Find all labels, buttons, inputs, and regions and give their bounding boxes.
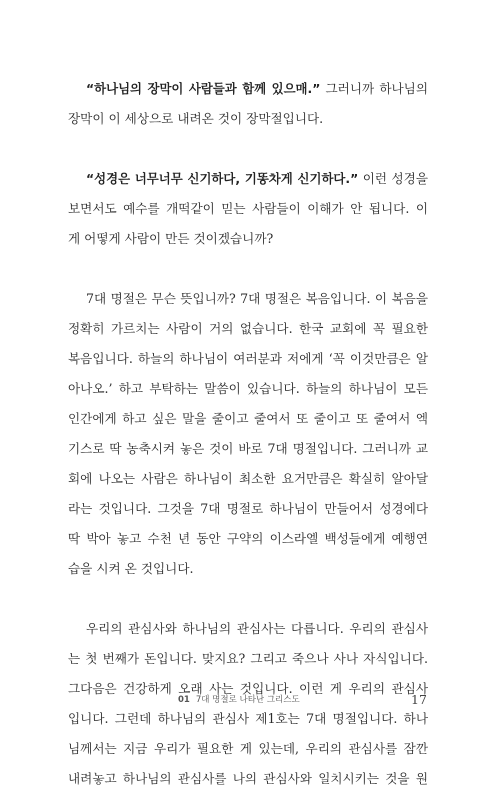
paragraph-1-line-1-rest: 그러니까 하나님의 [320,81,428,96]
paragraph-2-line-1-rest: 이런 성경을 [358,171,428,186]
paragraph-3-line-1: 7대 명절은 무슨 뜻입니까? 7대 명절은 복음입니다. 이 복음을 [86,291,428,306]
body-text [68,74,428,794]
paragraph-gap [68,254,428,284]
paragraph-1-line-2: 장막이 이 세상으로 내려온 것이 장막절입니다. [68,111,324,126]
chapter-title: 7대 명절로 나타난 그리스도 [195,695,300,705]
paragraph-3-line-6: 기스로 딱 농축시켜 놓은 것이 바로 7대 명절입니다. 그러니까 교 [68,441,428,456]
paragraph-3-line-3: 복음입니다. 하늘의 하나님이 여러분과 저에게 ‘꼭 이것만큼은 알 [68,351,428,366]
paragraph-3-line-9: 딱 박아 놓고 수천 년 동안 구약의 이스라엘 백성들에게 예행연 [68,531,428,546]
paragraph-4-line-6: 내려놓고 하나님의 관심사를 나의 관심사와 일치시키는 것을 원 [68,771,428,786]
paragraph-4-line-5: 님께서는 지금 우리가 필요한 게 있는데, 우리의 관심사를 잠깐 [68,741,428,756]
paragraph-4-line-1: 우리의 관심사와 하나님의 관심사는 다릅니다. 우리의 관심사 [86,621,428,636]
paragraph-2-line-3: 게 어떻게 사람이 만든 것이겠습니까? [68,231,274,246]
quote-bold-1: “하나님의 장막이 사람들과 함께 있으매.” [86,81,321,96]
paragraph-3-line-2: 정확히 가르치는 사람이 거의 없습니다. 한국 교회에 꼭 필요한 [68,321,428,336]
running-footer-chapter [178,690,300,710]
quote-bold-2: “성경은 너무너무 신기하다, 기똥차게 신기하다.” [86,171,359,186]
paragraph-3-line-8: 라는 것입니다. 그것을 7대 명절로 하나님이 만들어서 성경에다 [68,501,428,516]
page-number: 17 [411,692,427,707]
chapter-number: 01 [178,695,190,705]
paragraph-gap [68,134,428,164]
paragraph-3-line-7: 회에 나오는 사람은 하나님이 최소한 요거만큼은 확실히 알아달 [68,471,428,486]
page-footer [0,690,500,710]
paragraph-2-line-2: 보면서도 예수를 개떡같이 믿는 사람들이 이해가 안 됩니다. 이 [68,201,428,216]
paragraph-4-line-3: 그다음은 건강하게 오래 사는 것입니다. 이런 게 우리의 관심사 [68,681,428,696]
paragraph-2-line-1 [68,164,428,194]
paragraph-3-line-5: 인간에게 하고 싶은 말을 줄이고 줄여서 또 줄이고 또 줄여서 엑 [68,411,428,426]
paragraph-3-line-4: 아나오.’ 하고 부탁하는 말씀이 있습니다. 하늘의 하나님이 모든 [68,381,428,396]
paragraph-gap [68,584,428,614]
paragraph-3-line-10: 습을 시켜 온 것입니다. [68,561,194,576]
paragraph-4-line-4: 입니다. 그런데 하나님의 관심사 제1호는 7대 명절입니다. 하나 [68,711,428,726]
paragraph-4-line-2: 는 첫 번째가 돈입니다. 맞지요? 그리고 죽으나 사나 자식입니다. [68,651,428,666]
paragraph-1-line-1 [68,74,428,104]
